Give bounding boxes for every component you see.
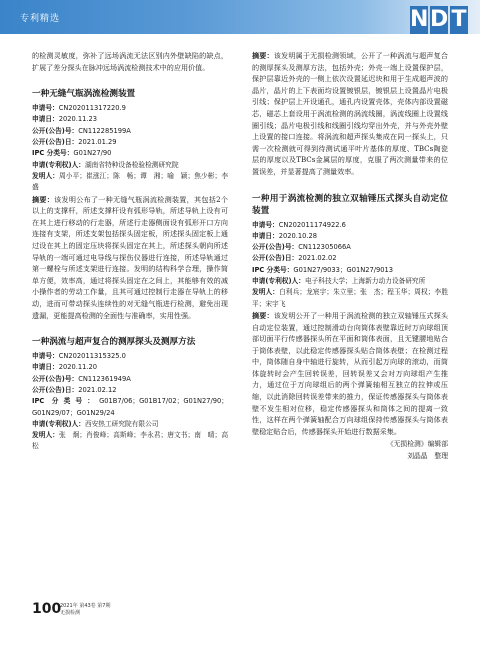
patent-title: 一种用于涡流检测的独立双轴锤压式探头自动定位装置 bbox=[252, 193, 448, 216]
patent-entry bbox=[32, 336, 235, 453]
meta-value: CN112361949A bbox=[78, 374, 131, 383]
section-title: 专利精选 bbox=[20, 14, 61, 24]
left-column bbox=[32, 50, 235, 453]
meta-key: 发明人： bbox=[252, 288, 280, 297]
meta-value: CN112285199A bbox=[78, 126, 131, 135]
meta-value: 湖南省特种设备检验检测研究院 bbox=[84, 160, 179, 169]
patent-entry bbox=[32, 88, 235, 321]
meta-key: 公开(公告)号： bbox=[32, 126, 79, 135]
meta-value: 2021.01.29 bbox=[78, 138, 117, 147]
meta-key: IPC 分类号： bbox=[32, 397, 100, 406]
compiler-signature: 刘晶晶 整理 bbox=[407, 451, 448, 460]
meta-row bbox=[252, 242, 448, 253]
meta-value: G01N27/9033；G01N27/9013 bbox=[293, 265, 394, 274]
meta-value: 2020.10.28 bbox=[278, 231, 318, 240]
meta-key: IPC 分类号： bbox=[252, 265, 294, 274]
meta-key: 申请(专利权)人： bbox=[252, 277, 305, 286]
meta-value: 2021.02.12 bbox=[78, 385, 117, 394]
header-bar bbox=[0, 0, 480, 34]
meta-row bbox=[252, 276, 448, 287]
meta-row bbox=[32, 362, 228, 373]
meta-value: 西安热工研究院有限公司 bbox=[84, 419, 159, 428]
meta-value: G01B7/06；G01B17/02；G01N27/90；G01N29/07；G01N29/24 bbox=[32, 397, 228, 417]
meta-row bbox=[32, 396, 228, 419]
meta-key: 申请号： bbox=[32, 352, 59, 361]
meta-value: 电子科技大学；上海新力动力设备研究所 bbox=[304, 277, 426, 286]
abstract-label: 摘要： bbox=[252, 310, 274, 320]
continued-abstract bbox=[252, 50, 448, 178]
meta-row bbox=[32, 385, 228, 396]
editor-signature: 《无损检测》编辑部 bbox=[386, 440, 448, 449]
meta-row bbox=[32, 126, 228, 137]
journal-name: 无损检测 bbox=[60, 610, 81, 616]
patent-abstract bbox=[252, 310, 448, 438]
meta-key: 申请日： bbox=[252, 231, 279, 240]
meta-key: 申请号： bbox=[32, 104, 59, 113]
meta-key: 申请日： bbox=[32, 115, 59, 124]
meta-key: 申请(专利权)人： bbox=[32, 160, 85, 169]
meta-row bbox=[32, 103, 228, 114]
meta-key: 发明人： bbox=[32, 431, 60, 440]
abstract-label: 摘要： bbox=[252, 51, 274, 60]
issue-line: 2021年 第43卷 第7期 bbox=[60, 603, 111, 609]
meta-value: 2020.11.23 bbox=[58, 115, 98, 124]
meta-value: CN202011317220.9 bbox=[58, 104, 126, 113]
patent-title: 一种涡流与超声复合的测厚探头及测厚方法 bbox=[32, 337, 196, 348]
meta-key: 公开(公告)号： bbox=[252, 243, 299, 252]
abstract-text: 该发明公布了一种无缝气瓶涡流检测装置，其包括2个以上的支撑杆，所述支撑杆设有弧形导轨，所述导轨上设有可在其上进行移动的行走器，所述行走器侧面设有弧形开口方向连接有支架，所述支架包括探头固定板，所述探头固定板上通过设在其上的固定压块将探头固定在其上，所述探头朝向所述导轨的一端可通过电导线与探伤仪器进行连接，所述导轨通过第一螺栓与所述支架进行连接。发明的结构科学合理，操作简单方便，效率高，通过将探头固定在之间上，其能够有效的减小操作者的劳动工作量，且其可通过控制行走器在导轨上的移动，进而可带动探头连续性的对无缝气瓶进行检测，避免出现遗漏，更能提高检测的全面性与准确率，实用性强。 bbox=[32, 194, 229, 320]
meta-row bbox=[32, 171, 235, 194]
meta-value: CN202011174922.6 bbox=[278, 220, 346, 229]
meta-key: IPC 分类号： bbox=[32, 149, 74, 158]
meta-value: CN202011315325.0 bbox=[58, 352, 126, 361]
logo-letter-t: T bbox=[451, 7, 467, 32]
meta-row bbox=[32, 351, 228, 362]
meta-value: 张 炯；肖俊峰；高斯峰；李永君；唐文书；南 晴；高 松 bbox=[32, 431, 235, 451]
issue-info bbox=[60, 603, 220, 617]
meta-value: 白利兵；龙宸宇；朱立里；张 杰；程玉华；周权；李胜平；宋宇飞 bbox=[252, 288, 448, 308]
patent-meta bbox=[32, 103, 235, 193]
meta-row bbox=[32, 160, 228, 171]
logo-letter-d: D bbox=[430, 7, 449, 32]
right-column bbox=[252, 50, 448, 462]
meta-value: 周小平；崔涨江；陈 畅；谭 湘；喻 颖；焦少彬；李 盛 bbox=[32, 171, 235, 192]
patent-meta bbox=[32, 351, 235, 453]
patent-meta bbox=[252, 220, 448, 310]
meta-key: 公开(公告)号： bbox=[32, 374, 79, 383]
meta-row bbox=[252, 253, 448, 264]
meta-value: 2021.02.02 bbox=[298, 254, 337, 263]
meta-row bbox=[32, 148, 228, 159]
patent-title: 一种无缝气瓶涡流检测装置 bbox=[32, 89, 136, 100]
meta-key: 发明人： bbox=[32, 171, 60, 180]
meta-row bbox=[252, 287, 448, 310]
journal-logo bbox=[410, 6, 470, 34]
meta-row bbox=[32, 419, 228, 430]
meta-key: 申请(专利权)人： bbox=[32, 419, 85, 428]
meta-row bbox=[32, 137, 228, 148]
meta-value: 2020.11.20 bbox=[58, 363, 98, 372]
meta-row bbox=[252, 265, 448, 276]
patent-abstract bbox=[32, 194, 228, 322]
meta-row bbox=[32, 374, 228, 385]
meta-key: 公开(公告)日： bbox=[32, 385, 79, 394]
patent-entry bbox=[252, 193, 448, 438]
meta-value: G01N27/90 bbox=[73, 149, 112, 158]
abstract-text: 该发明属于无损检测领域，公开了一种涡流与超声复合的测厚探头及测厚方法，包括外壳；外壳一端上设置保护层，保护层靠近外壳的一侧上依次设置延迟块和用于生成超声波的晶片，晶片的上下表面均设置镀银层，镀银层上设置晶片电极引线；保护层上开设通孔，通孔内设置壳体，壳体内部设置磁芯，磁芯上套设用于涡流检测的涡流线圈，涡流线圈上设置线圈引线；晶片电极引线和线圈引线均穿出外壳，并与外壳外壁上设置的接口连接。将涡流和超声探头集成在同一探头上，只需一次检测就可得到待测试通平叶片基体的厚度、TBCs陶瓷层的厚度以及TBCs金属层的厚度，克服了两次测量带来的位置误差，并显著提高了测量效率。 bbox=[252, 51, 448, 176]
meta-row bbox=[32, 430, 235, 453]
meta-key: 申请号： bbox=[252, 220, 279, 229]
logo-letter-n: N bbox=[410, 7, 429, 32]
meta-row bbox=[252, 220, 448, 231]
meta-key: 申请日： bbox=[32, 363, 59, 372]
meta-value: CN112305066A bbox=[298, 243, 351, 252]
meta-row bbox=[32, 114, 228, 125]
abstract-text: 该发明公开了一种用于涡流检测的独立双轴锤压式探头自动定位装置，通过控制滑动台向筒体表壁靠近时万向球组顶部切面平行传感器探头所在平面和筒体表面，且无键腰地贴合于筒体表壁，以此稳定传感器探头贴合筒体表壁；在检测过程中，筒体随自身中轴进行旋转，从而引起万向球的滚动，而筒体旋转时会产生回转误差，回转误差又会对万向球组产生推力，通过位于万向球组后的两个弹簧轴相互独立的拉伸或压缩，以此消除回转误差带来的推力，保证传感器探头与筒体表壁不发生相对位移，稳定传感器探头和筒体之间的提离一致性，这样在两个弹簧轴配合万向球组保持传感器探头与筒体表壁稳定贴合后，传感器探头开始进行数据采集。 bbox=[252, 310, 448, 436]
meta-row bbox=[252, 231, 448, 242]
abstract-label: 摘要： bbox=[32, 194, 55, 204]
meta-key: 公开(公告)日： bbox=[32, 138, 79, 147]
page-number: 100 bbox=[32, 601, 62, 617]
intro-paragraph: 的检测灵敏度，弥补了远场涡流无法区别内外壁缺陷的缺点，扩展了差分探头在脉冲远场涡流检测技术中的应用价值。 bbox=[32, 51, 228, 72]
meta-key: 公开(公告)日： bbox=[252, 254, 299, 263]
